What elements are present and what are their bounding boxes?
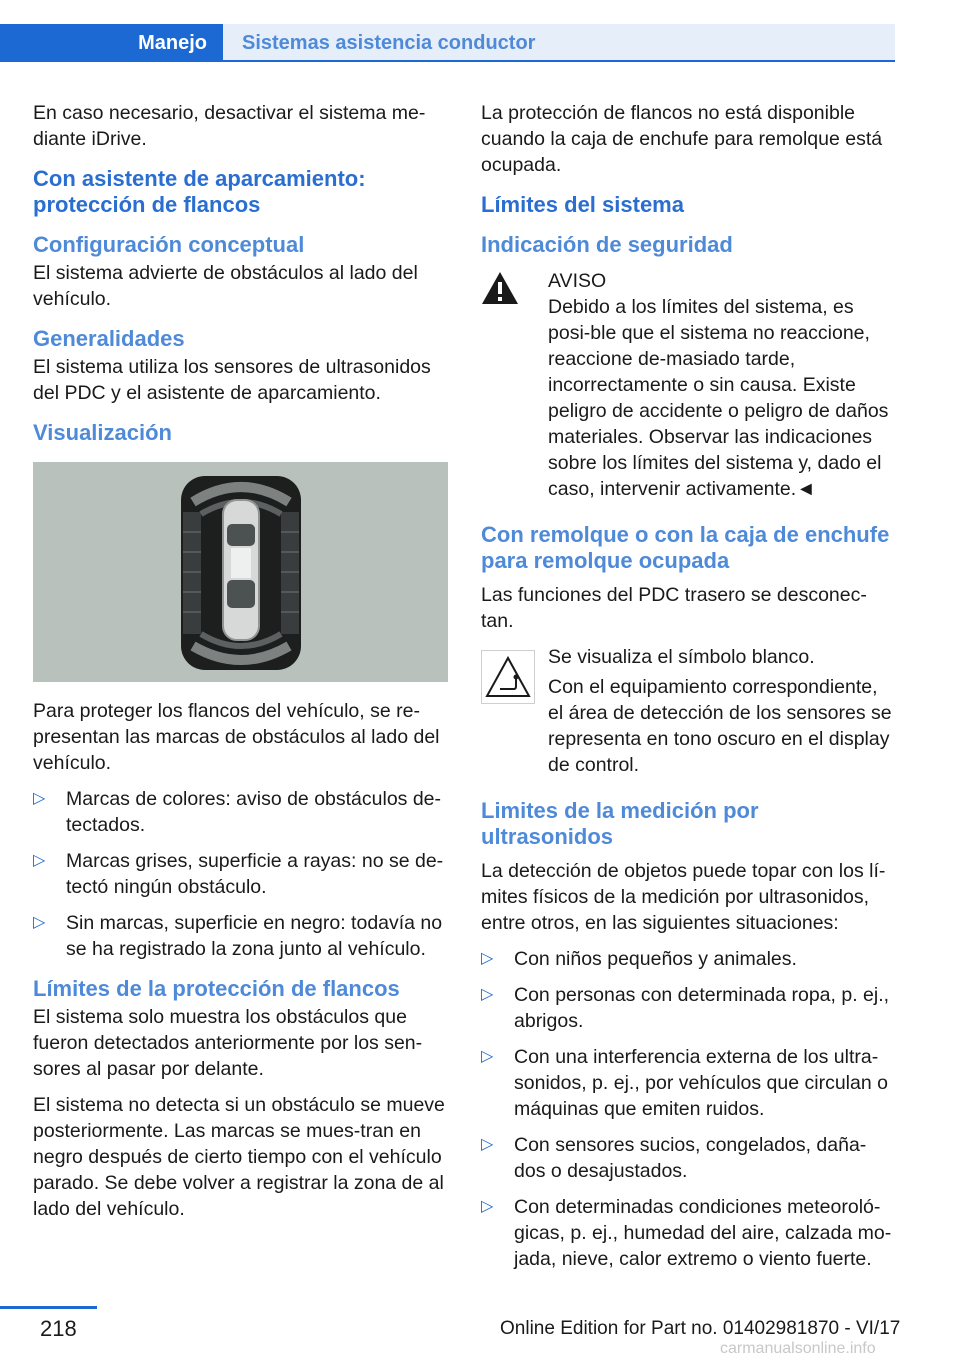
triangle-bullet-icon: ▷ xyxy=(481,1048,494,1065)
list-item-text: Con determinadas condiciones meteoroló-gicas, p. ej., humedad del aire, calzada mo-jada, nieve, calor extremo o viento fuerte. xyxy=(514,1196,892,1270)
triangle-bullet-icon: ▷ xyxy=(33,790,46,807)
list-item xyxy=(33,786,448,838)
list-item-text: Con personas con determinada ropa, p. ej., abrigos. xyxy=(514,984,890,1032)
list-item-text: Marcas de colores: aviso de obstáculos de-tectados. xyxy=(66,788,442,836)
warning-body: Debido a los límites del sistema, es posi-ble que el sistema no reaccione, reaccione de-masiado tarde, incorrectamente o sin causa. Existe peligro de accidente o peligro de daños materiales. Observar las indicaciones sobre los límites del sistema y, dado el caso, intervenir activamente.◄ xyxy=(548,296,889,500)
limits-paragraph-2: El sistema no detecta si un obstáculo se mueve posteriormente. Las marcas se mues-tran en negro después de cierto tiempo con el vehículo parado. Se debe volver a registrar la zona de al lado del vehículo. xyxy=(33,1094,445,1220)
page-number: 218 xyxy=(40,1316,77,1341)
heading-side-protection: Con asistente de aparcamiento: protección de flancos xyxy=(33,166,366,217)
parking-display-figure xyxy=(33,462,448,682)
trailer-warning-icon xyxy=(481,650,535,704)
trailer-availability-paragraph: La protección de flancos no está disponible cuando la caja de enchufe para remolque está ocupada. xyxy=(481,102,883,176)
ultrasonic-limits-list xyxy=(481,946,896,1272)
limits-paragraph-1: El sistema solo muestra los obstáculos que fueron detectados anteriormente por los sen-sores al pasar por delante. xyxy=(33,1006,423,1080)
edition-text: Online Edition for Part no. 01402981870 - VI/17 xyxy=(500,1318,901,1339)
warning-block xyxy=(481,268,896,502)
heading-ultrasonic-limits: Limites de la medición por ultrasonidos xyxy=(481,798,759,849)
list-item xyxy=(481,946,896,972)
list-item-text: Con sensores sucios, congelados, daña-dos o desajustados. xyxy=(514,1134,867,1182)
section-tab: Sistemas asistencia conductor xyxy=(223,24,895,62)
heading-general: Generalidades xyxy=(33,326,185,351)
footer-rule xyxy=(0,1306,97,1309)
page-header xyxy=(0,0,895,62)
triangle-bullet-icon: ▷ xyxy=(33,852,46,869)
right-column xyxy=(481,100,896,1282)
symbol-paragraph-1: Se visualiza el símbolo blanco. xyxy=(548,646,815,668)
list-item xyxy=(481,1194,896,1272)
concept-paragraph: El sistema advierte de obstáculos al lado del vehículo. xyxy=(33,262,418,310)
header-rule xyxy=(0,60,895,62)
trailer-paragraph: Las funciones del PDC trasero se desconec-tan. xyxy=(481,584,867,632)
list-item-text: Marcas grises, superficie a rayas: no se de-tectó ningún obstáculo. xyxy=(66,850,444,898)
display-paragraph: Para proteger los flancos del vehículo, se re-presentan las marcas de obstáculos al lado del vehículo. xyxy=(33,700,440,774)
list-item xyxy=(481,982,896,1034)
list-item xyxy=(33,848,448,900)
warning-paragraph xyxy=(548,294,896,502)
heading-display: Visualización xyxy=(33,420,172,445)
triangle-bullet-icon: ▷ xyxy=(481,1198,494,1215)
list-item xyxy=(481,1044,896,1122)
heading-trailer: Con remolque o con la caja de enchufe para remolque ocupada xyxy=(481,522,890,573)
display-marker-list xyxy=(33,786,448,962)
trailer-symbol-block xyxy=(481,644,896,670)
triangle-bullet-icon: ▷ xyxy=(481,1136,494,1153)
list-item-text: Con una interferencia externa de los ultra-sonidos, p. ej., por vehículos que circulan o máquinas que emiten ruidos. xyxy=(514,1046,888,1120)
triangle-bullet-icon: ▷ xyxy=(33,914,46,931)
heading-safety-note: Indicación de seguridad xyxy=(481,232,733,257)
intro-paragraph: En caso necesario, desactivar el sistema me-diante iDrive. xyxy=(33,102,426,150)
heading-protection-limits: Límites de la protección de flancos xyxy=(33,976,400,1001)
list-item-text: Sin marcas, superficie en negro: todavía no se ha registrado la zona junto al vehículo. xyxy=(66,912,443,960)
warning-text xyxy=(548,294,896,502)
car-top-view-image xyxy=(33,462,448,682)
general-paragraph: El sistema utiliza los sensores de ultrasonidos del PDC y el asistente de aparcamiento. xyxy=(33,356,431,404)
symbol-paragraph-2: Con el equipamiento correspondiente, el área de detección de los sensores se representa en tono oscuro en el display de control. xyxy=(548,676,892,776)
triangle-bullet-icon: ▷ xyxy=(481,950,494,967)
heading-concept: Configuración conceptual xyxy=(33,232,305,257)
list-item xyxy=(481,1132,896,1184)
ultrasonic-paragraph: La detección de objetos puede topar con los lí-mites físicos de la medición por ultrasonidos, entre otros, en las siguientes situaciones: xyxy=(481,860,886,934)
chapter-tab: Manejo xyxy=(0,24,223,62)
warning-title: AVISO xyxy=(548,270,607,292)
list-item-text: Con niños pequeños y animales. xyxy=(514,948,797,970)
watermark-text: carmanualsonline.info xyxy=(720,1340,876,1357)
warning-triangle-icon xyxy=(481,270,519,306)
heading-system-limits: Límites del sistema xyxy=(481,192,684,217)
left-column xyxy=(33,100,448,1232)
list-item xyxy=(33,910,448,962)
triangle-bullet-icon: ▷ xyxy=(481,986,494,1003)
